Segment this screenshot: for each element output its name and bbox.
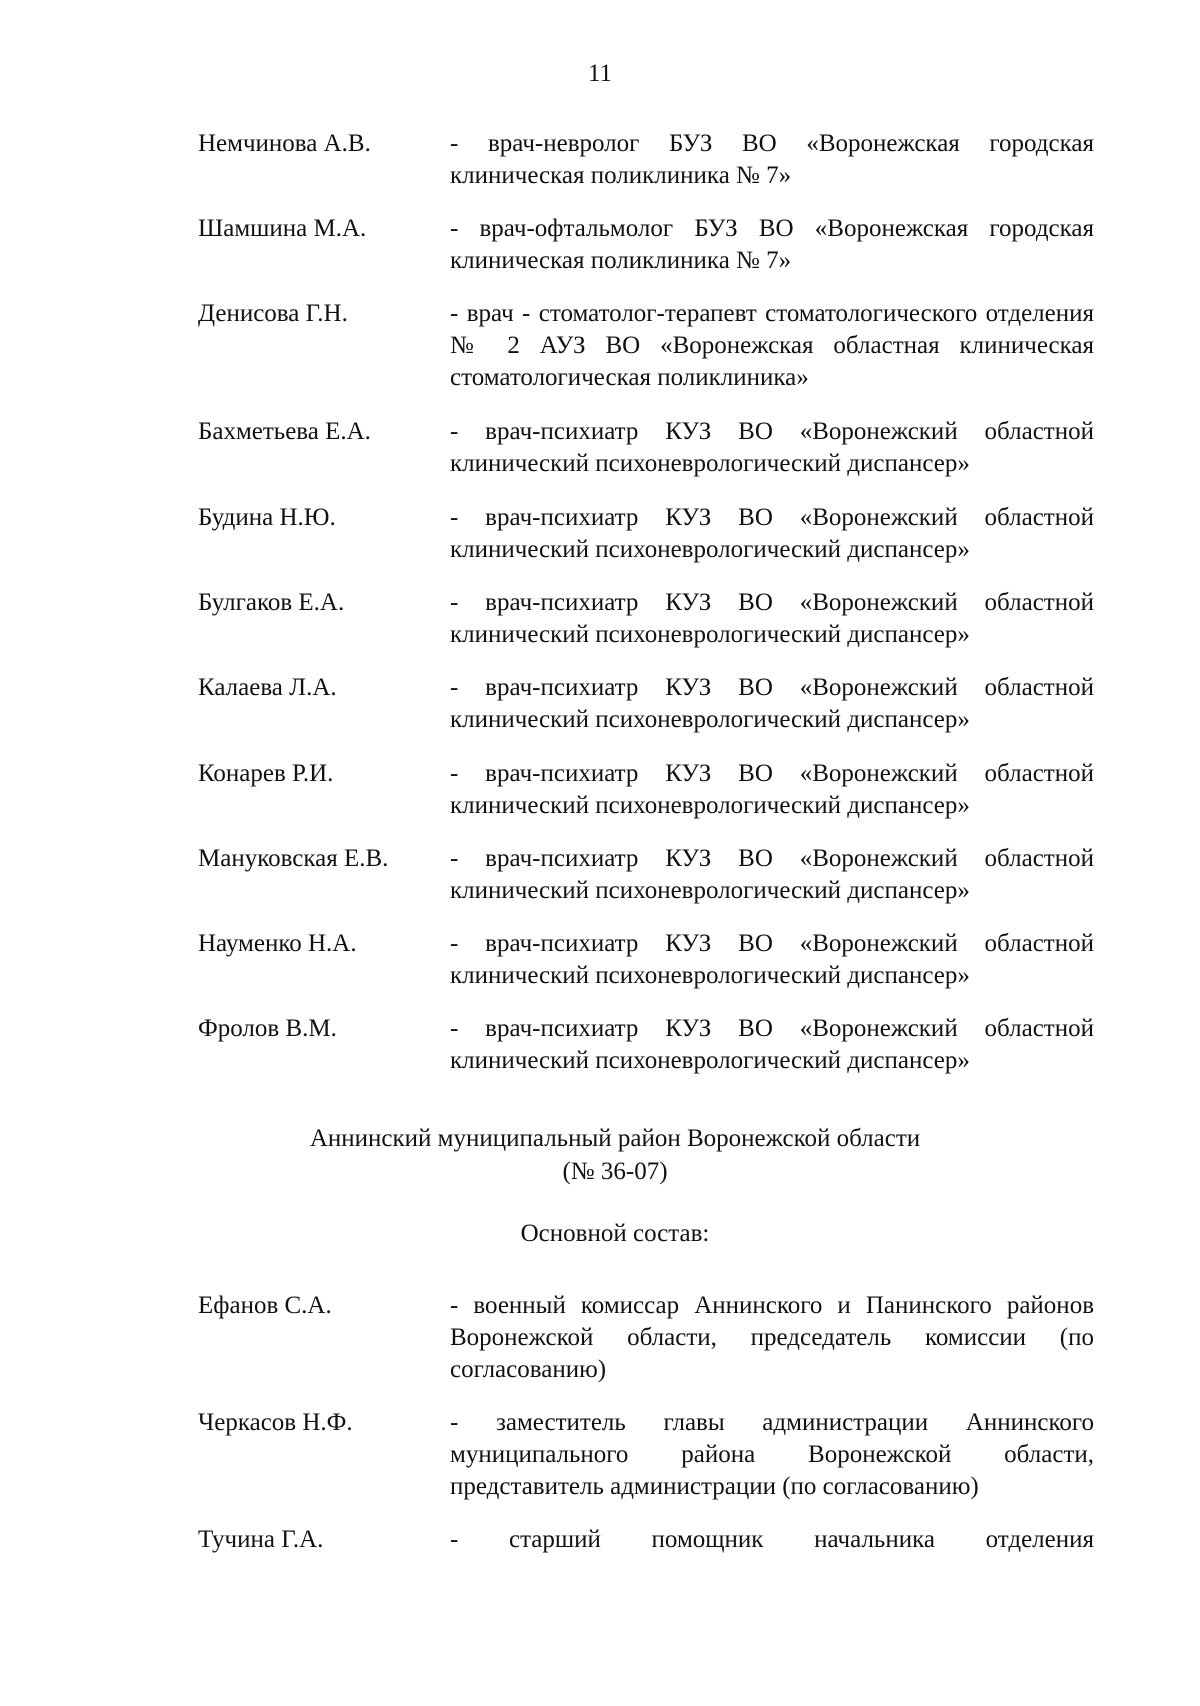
member-role: - военный комиссар Аннинского и Панинского районов Воронежской области, председатель комиссии (по согласованию) [450,1292,1094,1383]
member-role: - врач-психиатр КУЗ ВО «Воронежский областной клинический психоневрологический диспансер» [450,930,1094,989]
member-role: - врач-психиатр КУЗ ВО «Воронежский областной клинический психоневрологический диспансер» [450,760,1094,819]
member-name: Бахметьева Е.А. [198,418,371,445]
member-name: Науменко Н.А. [198,930,357,957]
member-entry [198,128,1094,192]
member-role: - врач-психиатр КУЗ ВО «Воронежский областной клинический психоневрологический диспансер» [450,1015,1094,1074]
member-name: Будина Н.Ю. [198,504,336,531]
member-entry [198,1524,1094,1556]
member-name: Мануковская Е.В. [198,845,389,872]
member-name: Немчинова А.В. [198,130,371,157]
section-code: (№ 36-07) [562,1158,668,1185]
member-name: Тучина Г.А. [198,1526,324,1553]
section-title: Аннинский муниципальный район Воронежской области [309,1125,921,1152]
member-role: - врач-психиатр КУЗ ВО «Воронежский областной клинический психоневрологический диспансер» [450,504,1094,563]
member-role: - врач-психиатр КУЗ ВО «Воронежский областной клинический психоневрологический диспансер» [450,845,1094,904]
member-role: - врач-психиатр КУЗ ВО «Воронежский областной клинический психоневрологический диспансер» [450,418,1094,477]
member-name: Конарев Р.И. [198,760,334,787]
member-name: Фролов В.М. [198,1015,337,1042]
member-name: Калаева Л.А. [198,674,337,701]
member-role: - заместитель главы администрации Аннинского муниципального района Воронежской области, представитель администрации (по согласованию) [450,1409,1094,1500]
member-role: - врач-невролог БУЗ ВО «Воронежская городская клиническая поликлиника № 7» [450,130,1094,189]
member-entry [198,1013,1094,1077]
member-name: Булгаков Е.А. [198,589,345,616]
member-entry [198,928,1094,992]
member-name: Ефанов С.А. [198,1292,332,1319]
member-role: - врач-психиатр КУЗ ВО «Воронежский областной клинический психоневрологический диспансер» [450,674,1094,733]
member-role: - врач - стоматолог-терапевт стоматологического отделения № 2 АУЗ ВО «Воронежская областная клиническая стоматологическая поликлиника» [450,300,1094,391]
member-name: Денисова Г.Н. [198,300,348,327]
member-entry [198,1290,1094,1386]
section-subtitle: Основной состав: [520,1220,710,1247]
member-entry [198,587,1094,651]
member-role: - врач-психиатр КУЗ ВО «Воронежский областной клинический психоневрологический диспансер» [450,589,1094,648]
member-entry [198,672,1094,736]
member-entry [198,298,1094,394]
member-entry [198,502,1094,566]
member-entry [198,758,1094,822]
member-name: Шамшина М.А. [198,215,367,242]
member-name: Черкасов Н.Ф. [198,1409,353,1436]
member-role: - старший помощник начальника отделения [450,1526,1094,1553]
member-entry [198,1407,1094,1503]
member-entry [198,416,1094,480]
member-entry [198,213,1094,277]
page-number: 11 [587,60,613,87]
member-entry [198,843,1094,907]
member-role: - врач-офтальмолог БУЗ ВО «Воронежская городская клиническая поликлиника № 7» [450,215,1094,274]
